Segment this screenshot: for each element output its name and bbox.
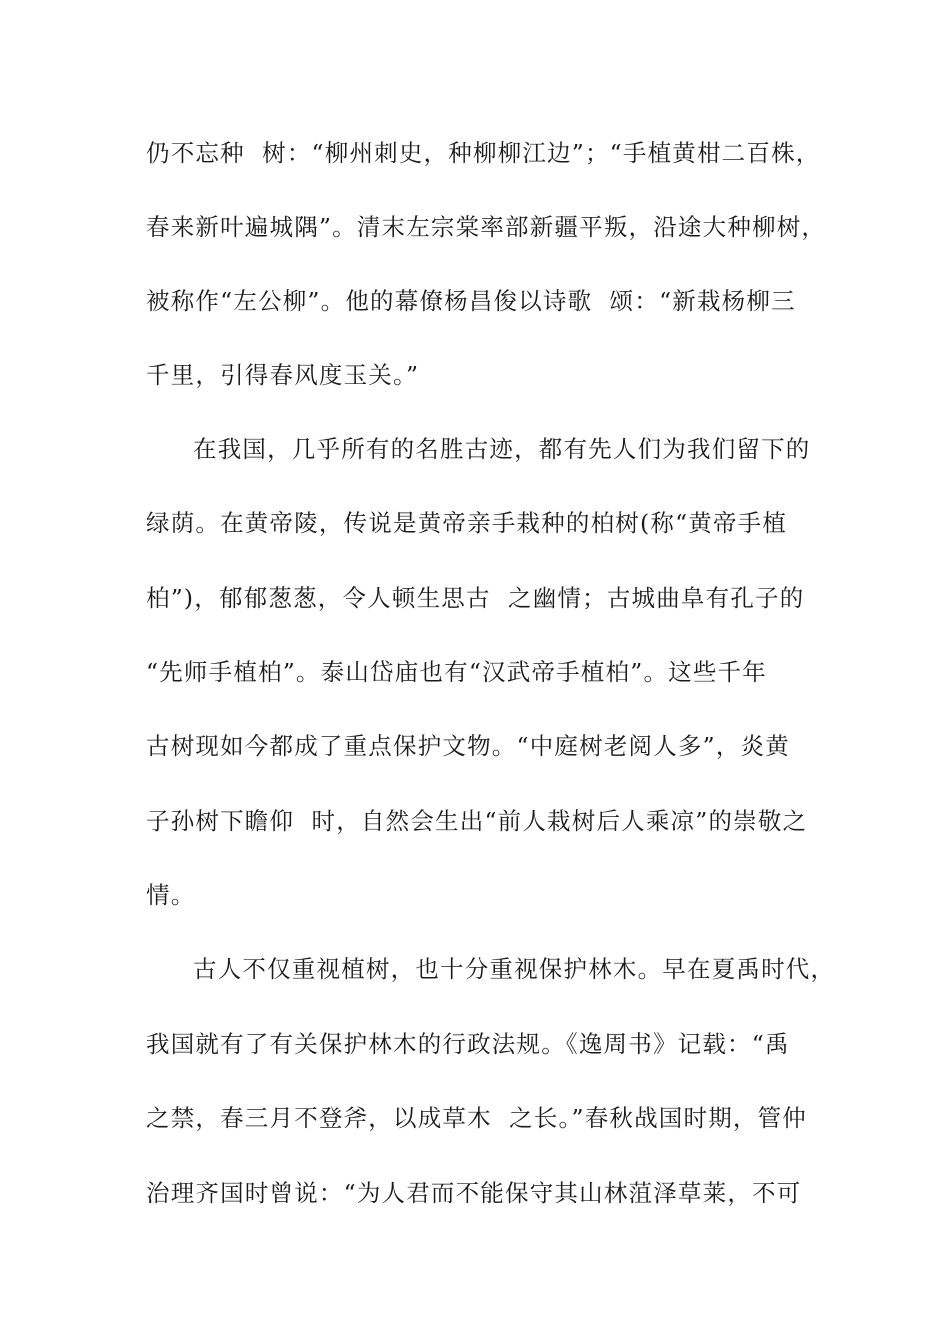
text-line: 千里，引得春风度玉关。” (146, 361, 420, 389)
text-line: 治理齐国时曾说：“为人君而不能保守其山林菹泽草莱，不可 (146, 1179, 802, 1207)
text-line: 之禁，春三月不登斧，以成草木 之长。”春秋战国时期，管仲 (146, 1104, 808, 1132)
text-line: 春来新叶遍城隅”。清末左宗棠率部新疆平叛，沿途大种柳树， (146, 213, 827, 241)
text-line: 古树现如今都成了重点保护文物。“中庭树老阅人多”，炎黄 (146, 732, 790, 760)
text-line: 被称作“左公柳”。他的幕僚杨昌俊以诗歌 颂：“新栽杨柳三 (146, 287, 796, 315)
text-line: 仍不忘种 树：“柳州刺史，种柳柳江边”；“手植黄柑二百株， (146, 139, 821, 167)
text-line: 柏”)，郁郁葱葱，令人顿生思古 之幽情；古城曲阜有孔子的 (146, 584, 805, 612)
text-line: 情。 (146, 881, 196, 909)
text-line: 子孙树下瞻仰 时，自然会生出“前人栽树后人乘凉”的崇敬之 (146, 807, 808, 835)
paragraph-first-line: 在我国，几乎所有的名胜古迹，都有先人们为我们留下的 (193, 435, 811, 463)
paragraph-first-line: 古人不仅重视植树，也十分重视保护林木。早在夏禹时代， (193, 955, 836, 983)
text-line: 我国就有了有关保护林木的行政法规。《逸周书》记载：“禹 (146, 1030, 790, 1058)
text-line: “先师手植柏”。泰山岱庙也有“汉武帝手植柏”。这些千年 (146, 658, 767, 686)
text-line: 绿荫。在黄帝陵，传说是黄帝亲手栽种的柏树(称“黄帝手植 (146, 509, 788, 537)
